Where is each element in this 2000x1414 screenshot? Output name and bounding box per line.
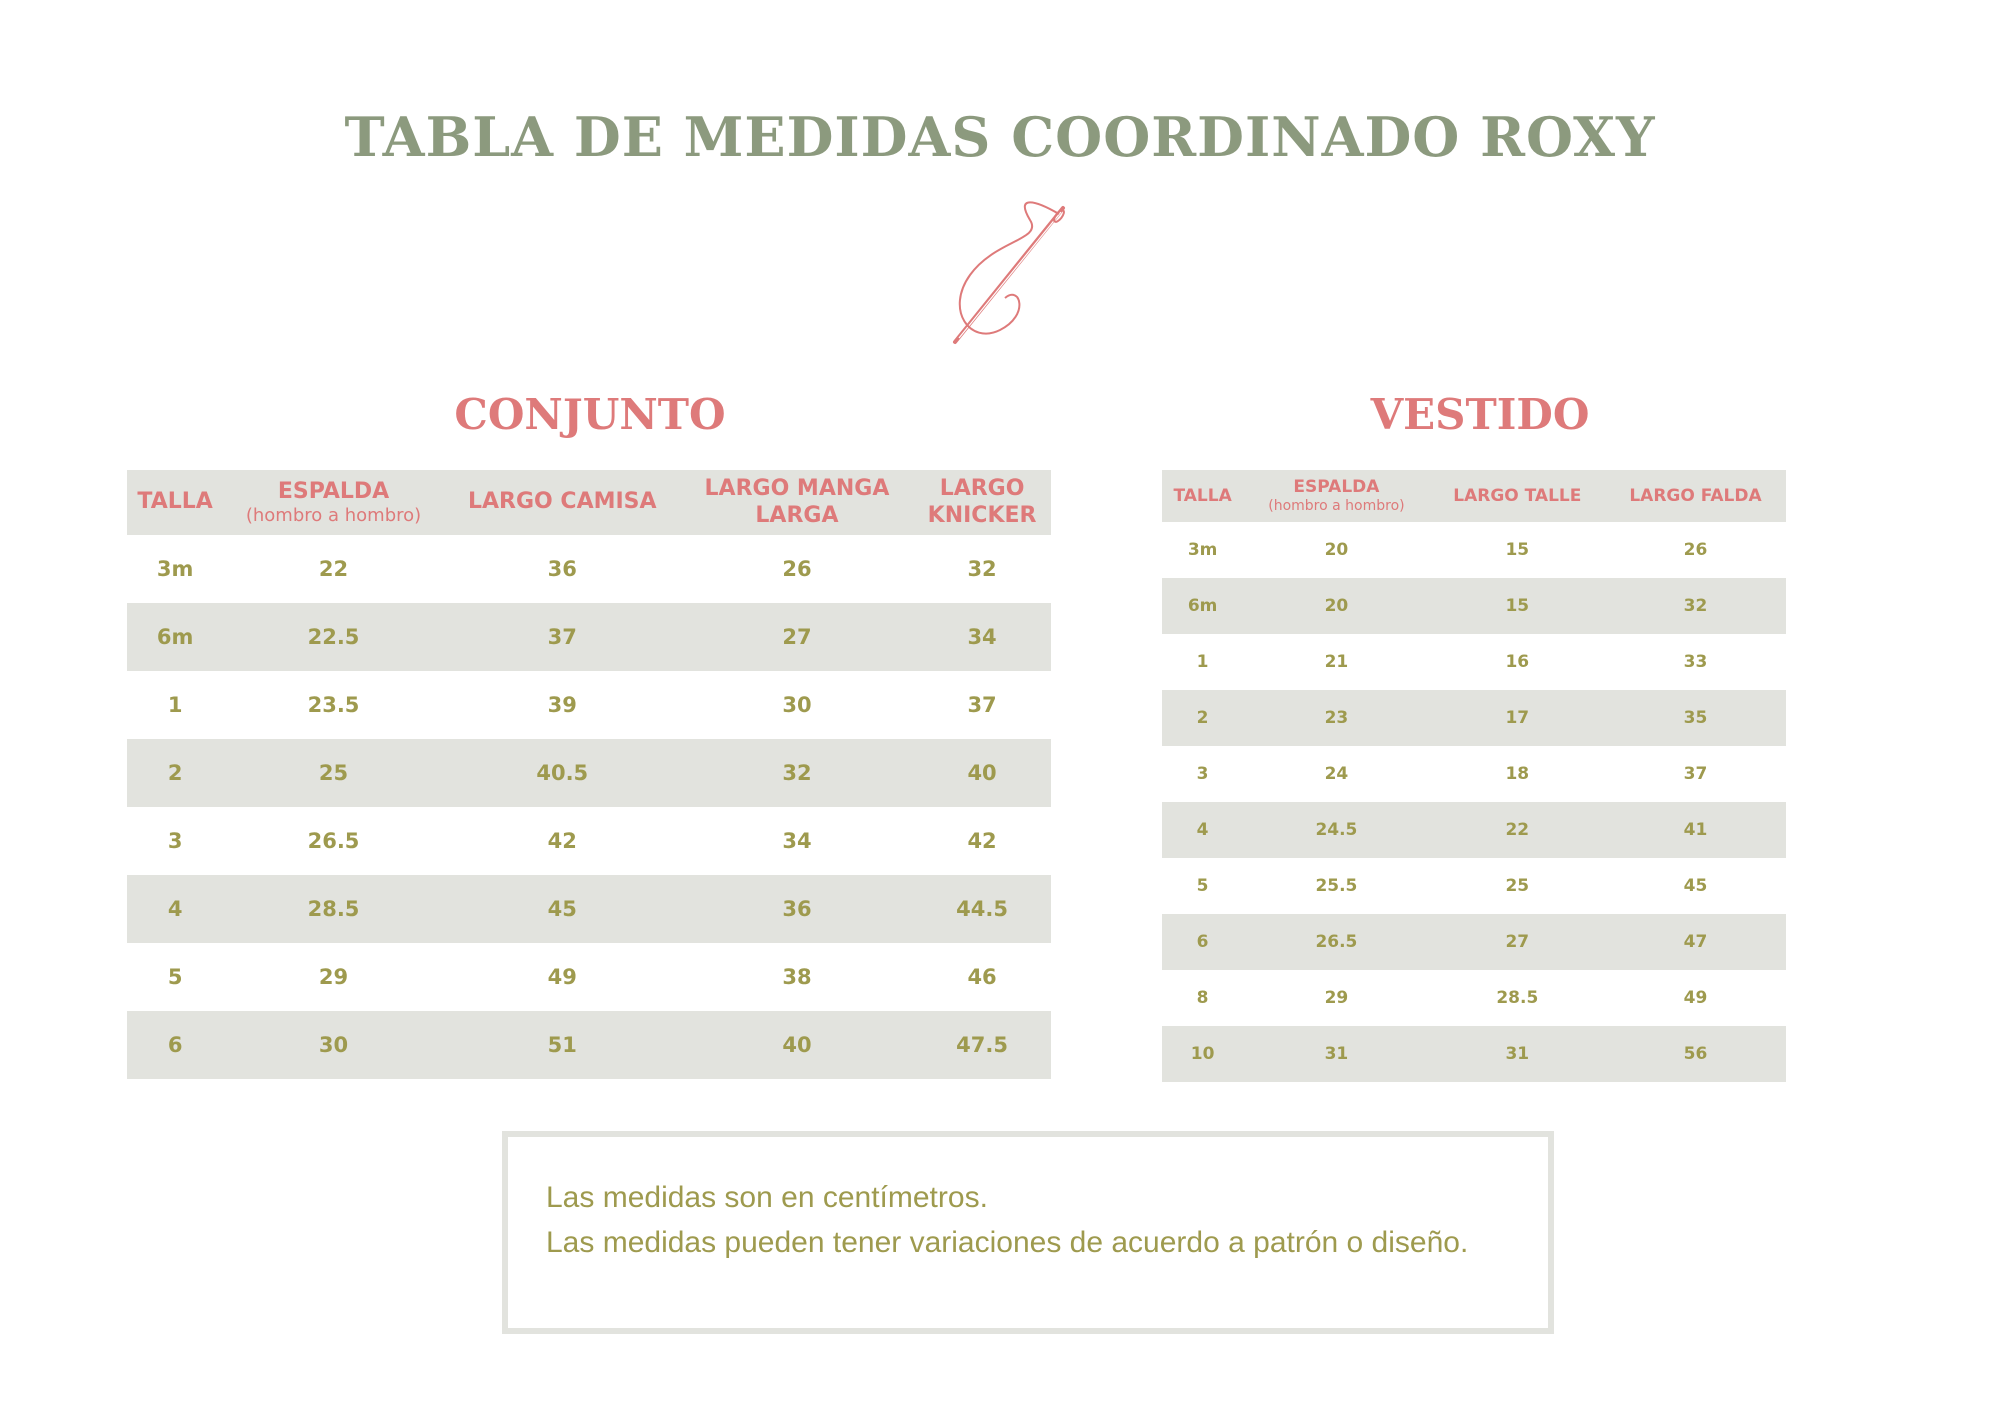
- table-cell: 25: [223, 739, 444, 807]
- table-row: [1162, 858, 1786, 914]
- table-cell: 26: [782, 557, 812, 581]
- table-cell: 26.5: [1243, 914, 1429, 970]
- table-cell: 24.5: [1243, 802, 1429, 858]
- table-cell: 27: [1430, 914, 1605, 970]
- table-cell: 23.5: [307, 693, 360, 717]
- table-cell: 20: [1243, 578, 1429, 634]
- table-row: [127, 603, 1051, 671]
- table-cell: 6: [127, 1011, 223, 1079]
- table-cell: 40: [913, 739, 1051, 807]
- table-row: [1162, 1026, 1786, 1082]
- table-cell: 30: [782, 693, 812, 717]
- table-cell: 47: [1605, 914, 1786, 970]
- table-cell: 6: [1162, 914, 1243, 970]
- table-cell: 26.5: [307, 829, 360, 853]
- table-cell: 28.5: [1496, 988, 1539, 1008]
- table-cell: 4: [1162, 802, 1243, 858]
- conjunto-table: [127, 470, 1051, 1079]
- table-cell: 28.5: [223, 875, 444, 943]
- table-cell: 3m: [1187, 540, 1218, 560]
- page-title: TABLA DE MEDIDAS COORDINADO ROXY: [344, 105, 1656, 169]
- table-row: [127, 875, 1051, 943]
- note-line-1: Las medidas son en centímetros.: [546, 1181, 988, 1214]
- table-header-row: [127, 470, 1051, 535]
- table-cell: 15: [1430, 578, 1605, 634]
- table-cell: 45: [444, 875, 681, 943]
- table-row: [1162, 802, 1786, 858]
- needle-thread-icon: [935, 190, 1095, 350]
- table-cell: 15: [1505, 540, 1530, 560]
- table-cell: 6m: [127, 603, 223, 671]
- note-line-2: Las medidas pueden tener variaciones de acuerdo a patrón o diseño.: [546, 1226, 1469, 1259]
- conjunto-title: CONJUNTO: [454, 390, 726, 439]
- table-cell: 29: [318, 965, 349, 989]
- header-largo-camisa: LARGO CAMISA: [444, 470, 681, 535]
- table-cell: 3: [1196, 764, 1209, 784]
- header-largo-falda: LARGO FALDA: [1605, 470, 1786, 522]
- table-cell: 23: [1243, 690, 1429, 746]
- table-row: [127, 807, 1051, 875]
- table-cell: 5: [167, 965, 183, 989]
- table-cell: 27: [681, 603, 913, 671]
- table-cell: 39: [547, 693, 577, 717]
- table-cell: 5: [1196, 876, 1209, 896]
- table-cell: 45: [1683, 876, 1708, 896]
- table-cell: 36: [547, 557, 577, 581]
- table-row: [1162, 634, 1786, 690]
- table-cell: 22: [318, 557, 349, 581]
- table-cell: 21: [1324, 652, 1349, 672]
- table-cell: 47.5: [913, 1011, 1051, 1079]
- table-cell: 44.5: [913, 875, 1051, 943]
- table-cell: 35: [1605, 690, 1786, 746]
- table-row: [127, 943, 1051, 1011]
- table-cell: 2: [127, 739, 223, 807]
- table-cell: 4: [127, 875, 223, 943]
- table-cell: 41: [1605, 802, 1786, 858]
- note-box: [502, 1131, 1554, 1334]
- table-row: [127, 671, 1051, 739]
- table-cell: 22.5: [223, 603, 444, 671]
- table-row: [127, 535, 1051, 603]
- table-cell: 34: [782, 829, 812, 853]
- table-cell: 38: [782, 965, 812, 989]
- table-cell: 24: [1324, 764, 1349, 784]
- table-cell: 34: [913, 603, 1051, 671]
- table-cell: 33: [1683, 652, 1708, 672]
- header-espalda-sub: (hombro a hombro): [1268, 497, 1405, 514]
- table-row: [1162, 690, 1786, 746]
- table-cell: 20: [1324, 540, 1349, 560]
- header-largo-manga: LARGO MANGA LARGA: [681, 470, 913, 535]
- table-cell: 22: [1430, 802, 1605, 858]
- header-espalda: ESPALDA (hombro a hombro): [1243, 470, 1429, 522]
- table-cell: 16: [1505, 652, 1530, 672]
- table-cell: 40: [681, 1011, 913, 1079]
- table-cell: 6m: [1162, 578, 1243, 634]
- table-cell: 32: [1605, 578, 1786, 634]
- table-row: [1162, 746, 1786, 802]
- table-row: [127, 1011, 1051, 1079]
- table-cell: 25.5: [1315, 876, 1358, 896]
- table-cell: 46: [967, 965, 997, 989]
- table-cell: 37: [1683, 764, 1708, 784]
- table-cell: 51: [444, 1011, 681, 1079]
- table-header-row: [1162, 470, 1786, 522]
- header-espalda: ESPALDA (hombro a hombro): [223, 470, 444, 535]
- table-row: [127, 739, 1051, 807]
- table-cell: 40.5: [444, 739, 681, 807]
- table-cell: 49: [547, 965, 577, 989]
- header-talla: TALLA: [1162, 470, 1243, 522]
- table-cell: 29: [1324, 988, 1349, 1008]
- table-cell: 42: [547, 829, 577, 853]
- table-row: [1162, 522, 1786, 578]
- table-cell: 49: [1683, 988, 1708, 1008]
- table-cell: 8: [1196, 988, 1209, 1008]
- table-row: [1162, 970, 1786, 1026]
- table-cell: 1: [1196, 652, 1209, 672]
- table-row: [1162, 914, 1786, 970]
- table-cell: 30: [223, 1011, 444, 1079]
- table-cell: 31: [1430, 1026, 1605, 1082]
- table-row: [1162, 578, 1786, 634]
- header-largo-knicker: LARGO KNICKER: [913, 470, 1051, 535]
- table-cell: 37: [444, 603, 681, 671]
- table-cell: 10: [1162, 1026, 1243, 1082]
- header-talla: TALLA: [127, 470, 223, 535]
- table-cell: 3m: [156, 557, 194, 581]
- header-espalda-sub: (hombro a hombro): [245, 504, 422, 526]
- table-cell: 56: [1605, 1026, 1786, 1082]
- table-cell: 25: [1505, 876, 1530, 896]
- vestido-title: VESTIDO: [1370, 390, 1590, 439]
- table-cell: 36: [681, 875, 913, 943]
- table-cell: 31: [1243, 1026, 1429, 1082]
- table-cell: 18: [1505, 764, 1530, 784]
- table-cell: 2: [1162, 690, 1243, 746]
- table-cell: 26: [1683, 540, 1708, 560]
- header-largo-talle: LARGO TALLE: [1430, 470, 1605, 522]
- table-cell: 32: [681, 739, 913, 807]
- table-cell: 32: [967, 557, 997, 581]
- table-cell: 37: [967, 693, 997, 717]
- table-cell: 3: [167, 829, 183, 853]
- table-cell: 1: [167, 693, 183, 717]
- table-cell: 42: [967, 829, 997, 853]
- table-cell: 17: [1430, 690, 1605, 746]
- vestido-table: [1162, 470, 1786, 1082]
